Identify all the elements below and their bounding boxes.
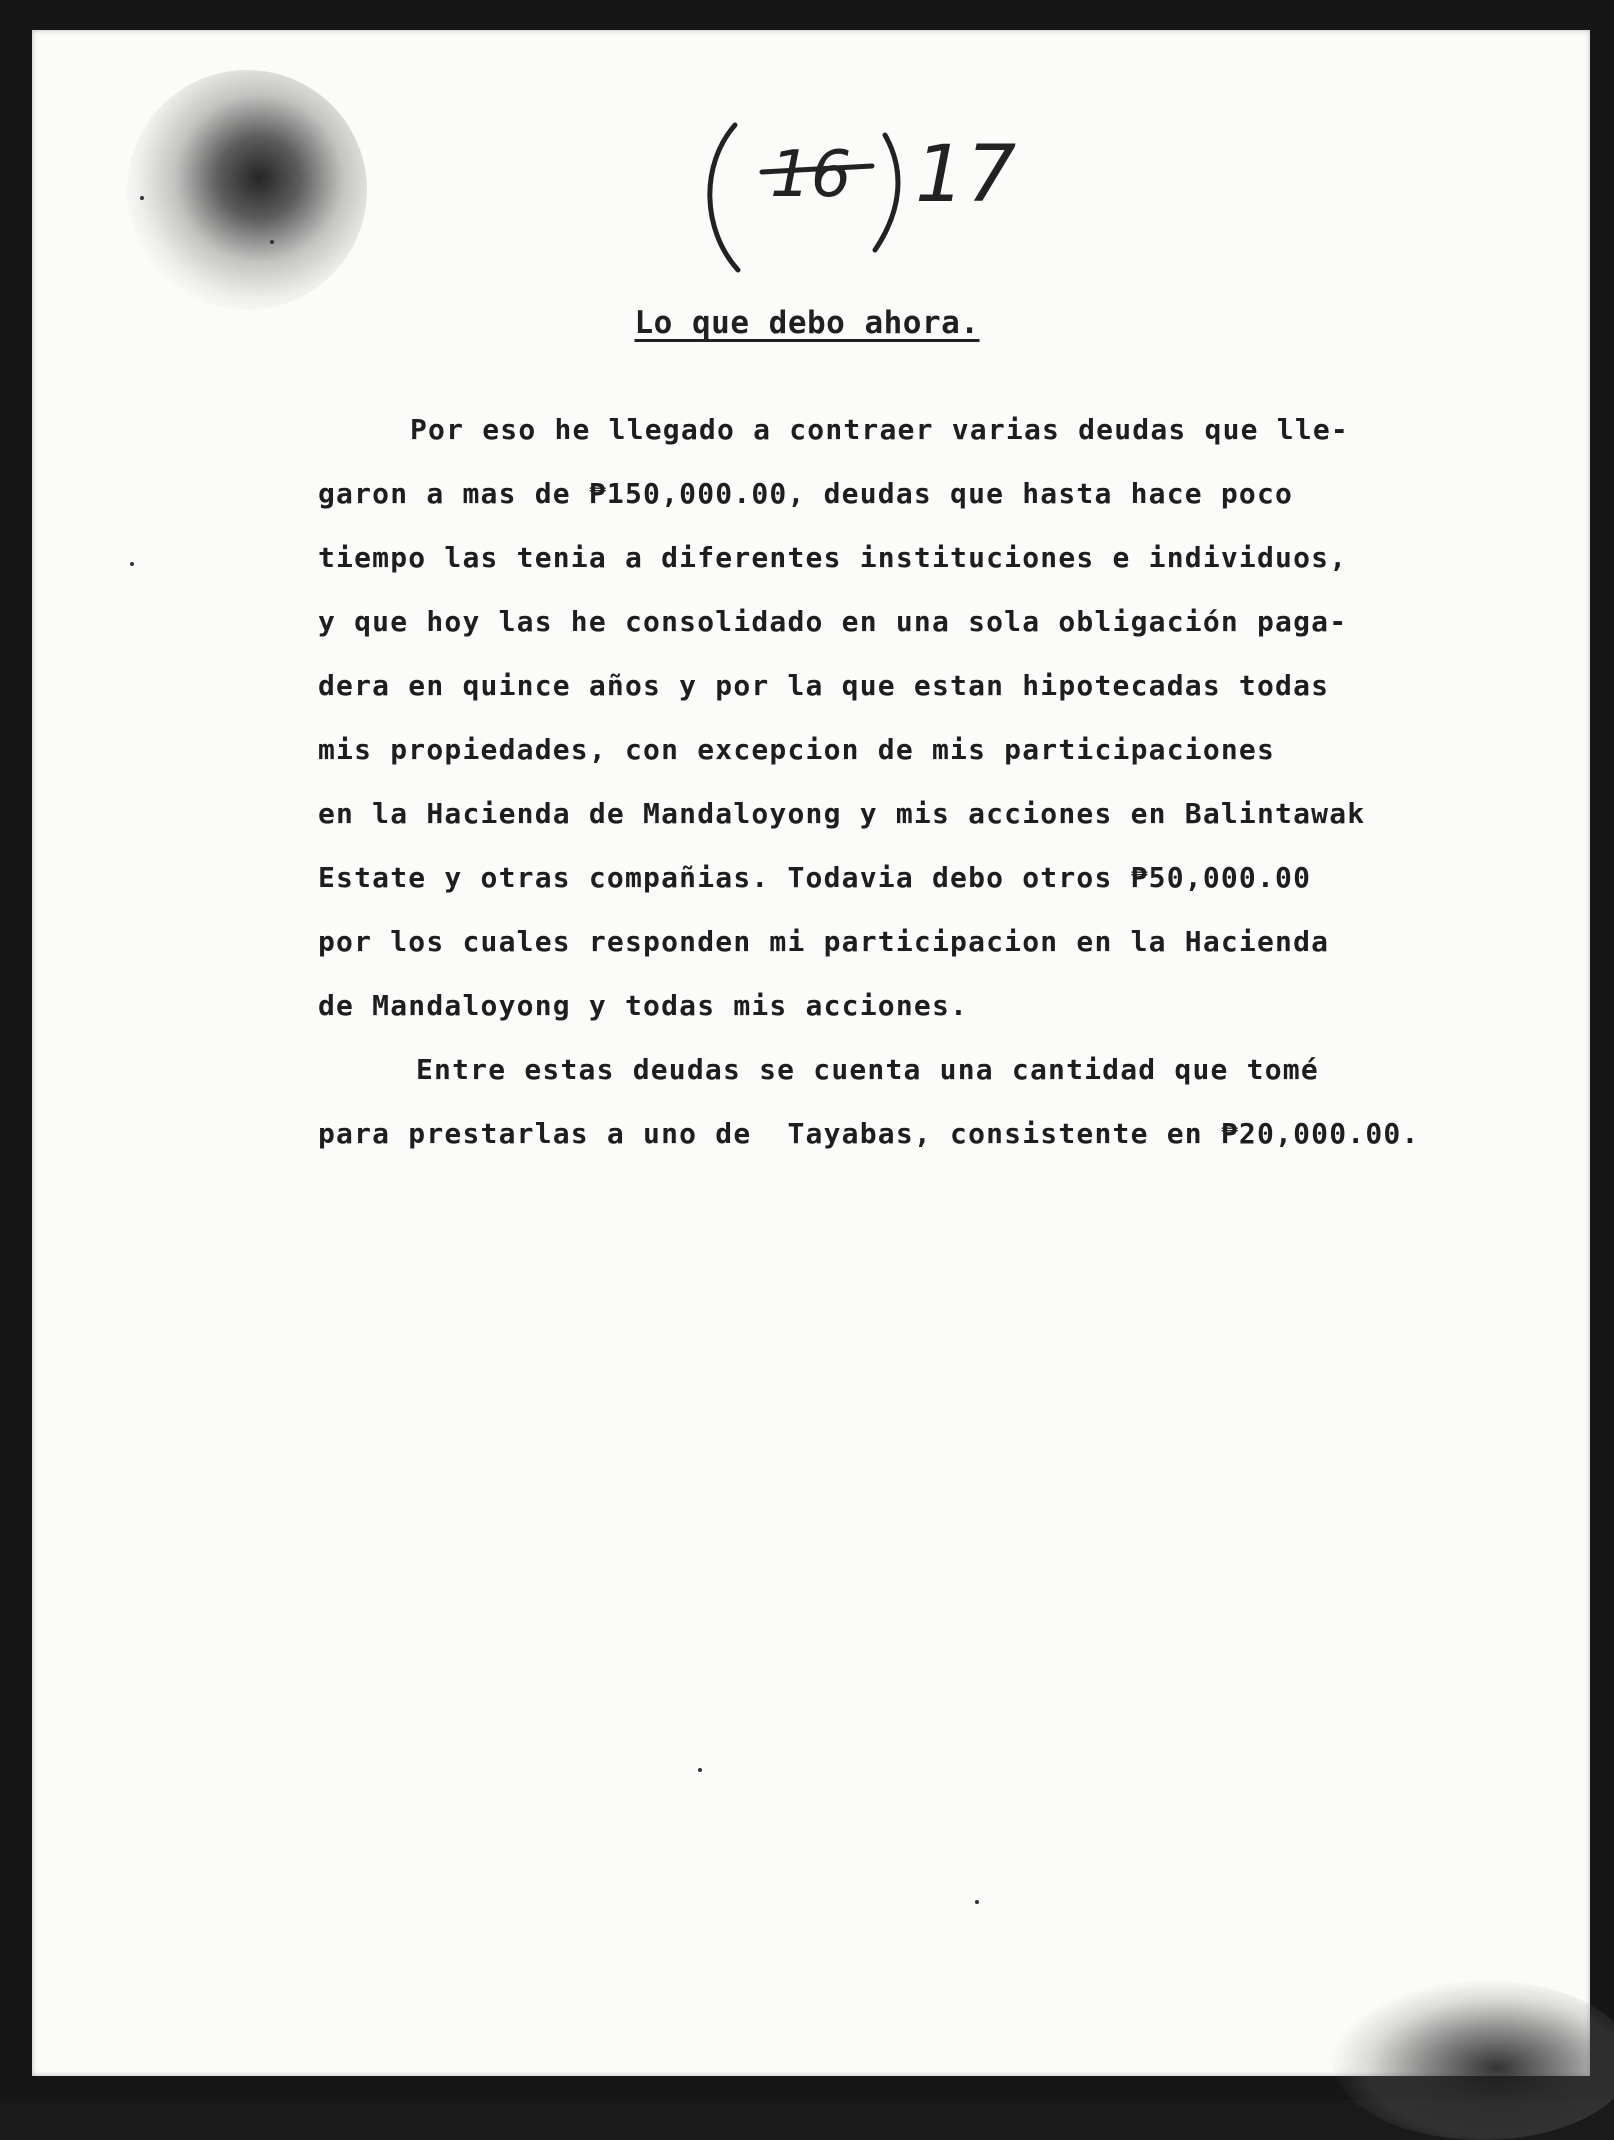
ink-smudge-bottom-right (1332, 1980, 1614, 2140)
paragraph-1-line: garon a mas de ₱150,000.00, deudas que hasta hace poco (318, 477, 1294, 510)
paragraph-1-line: Por eso he llegado a contraer varias deudas que lle- (410, 413, 1349, 446)
section-heading: Lo que debo ahora. (634, 305, 980, 341)
paragraph-1-line: dera en quince años y por la que estan hipotecadas todas (318, 669, 1330, 702)
speck (130, 562, 134, 566)
paragraph-1-line: de Mandaloyong y todas mis acciones. (318, 989, 969, 1022)
paragraph-1-line: en la Hacienda de Mandaloyong y mis acciones en Balintawak (318, 797, 1366, 830)
paragraph-1-line: Estate y otras compañias. Todavia debo otros ₱50,000.00 (318, 861, 1312, 894)
current-page-number: 17 (915, 130, 1019, 220)
speck (698, 1768, 702, 1772)
paragraph-1-line: y que hoy las he consolidado en una sola obligación paga- (318, 605, 1348, 638)
paragraph-1-line: por los cuales responden mi participacion en la Hacienda (318, 925, 1330, 958)
paragraph-2-line: para prestarlas a uno de Tayabas, consistente en ₱20,000.00. (318, 1117, 1420, 1150)
paragraph-2-line: Entre estas deudas se cuenta una cantidad que tomé (416, 1053, 1319, 1086)
speck (140, 196, 144, 200)
handwritten-page-number (690, 110, 1020, 280)
struck-page-number: 16 (770, 138, 852, 212)
paragraph-1-line: tiempo las tenia a diferentes instituciones e individuos, (318, 541, 1348, 574)
speck (975, 1900, 979, 1904)
body-text (318, 398, 1518, 1166)
paragraph-1-line: mis propiedades, con excepcion de mis participaciones (318, 733, 1276, 766)
ink-smudge-top-left (127, 70, 367, 310)
speck (270, 240, 274, 244)
